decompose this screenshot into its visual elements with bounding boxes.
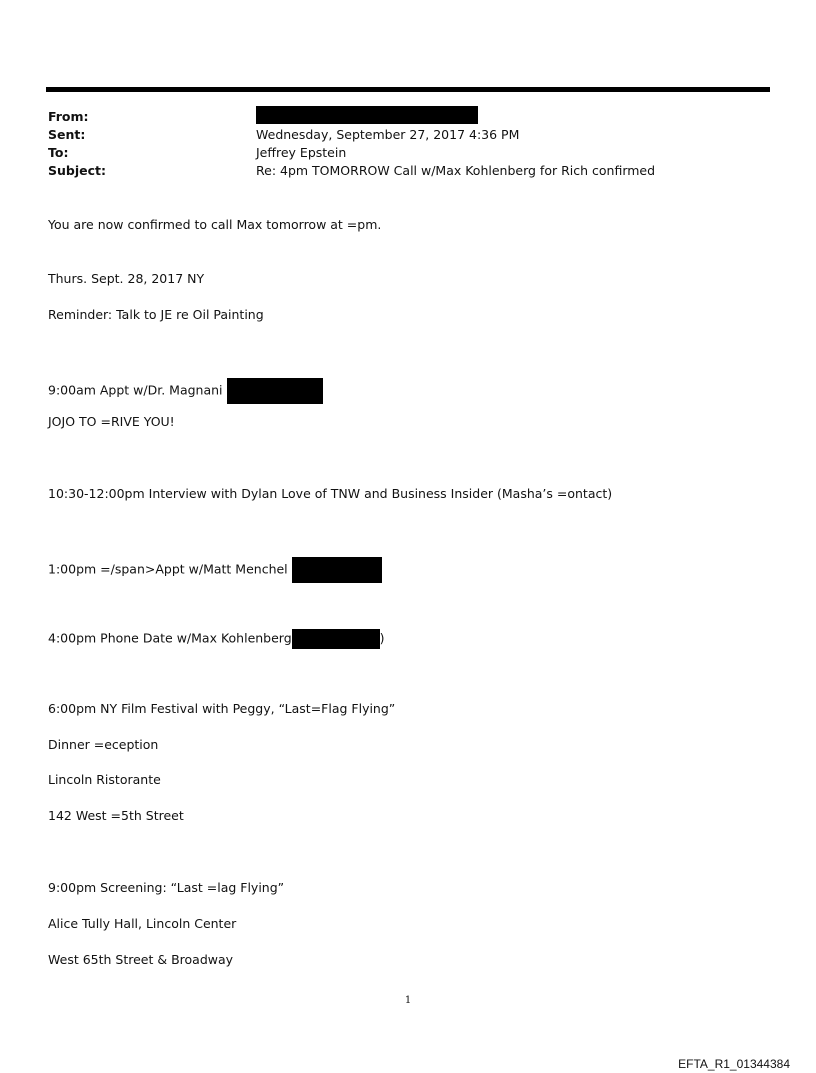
sent-value: Wednesday, September 27, 2017 4:36 PM bbox=[256, 127, 520, 142]
screening-line: 9:00pm Screening: “Last =lag Flying” bbox=[48, 880, 285, 895]
header-rule bbox=[46, 87, 770, 92]
from-redaction bbox=[256, 106, 478, 124]
confirmation-line: You are now confirmed to call Max tomorrow at =pm. bbox=[48, 217, 382, 232]
menchel-redaction bbox=[292, 557, 382, 583]
magnani-redaction bbox=[227, 378, 323, 404]
appt-magnani-line bbox=[48, 378, 323, 404]
appt-menchel-line bbox=[48, 557, 382, 583]
phone-date-redaction bbox=[292, 629, 380, 649]
bates-number: EFTA_R1_01344384 bbox=[678, 1057, 790, 1071]
sent-label: Sent: bbox=[48, 127, 86, 142]
page-number: 1 bbox=[404, 995, 412, 1006]
venue-line: Alice Tully Hall, Lincoln Center bbox=[48, 916, 237, 931]
interview-line: 10:30-12:00pm Interview with Dylan Love of TNW and Business Insider (Masha’s =ontact) bbox=[48, 486, 613, 501]
phone-date-line bbox=[48, 629, 385, 649]
film-festival-line: 6:00pm NY Film Festival with Peggy, “Last=Flag Flying” bbox=[48, 701, 396, 716]
appt-menchel-text: 1:00pm =/span>Appt w/Matt Menchel bbox=[48, 561, 288, 577]
date-line: Thurs. Sept. 28, 2017 NY bbox=[48, 271, 205, 286]
subject-value: Re: 4pm TOMORROW Call w/Max Kohlenberg for Rich confirmed bbox=[256, 163, 656, 178]
jojo-line: JOJO TO =RIVE YOU! bbox=[48, 414, 175, 429]
to-value: Jeffrey Epstein bbox=[256, 145, 347, 160]
phone-date-text: 4:00pm Phone Date w/Max Kohlenberg bbox=[48, 630, 292, 646]
reminder-line: Reminder: Talk to JE re Oil Painting bbox=[48, 307, 264, 322]
subject-label: Subject: bbox=[48, 163, 106, 178]
dinner-line: Dinner =eception bbox=[48, 737, 159, 752]
restaurant-line: Lincoln Ristorante bbox=[48, 772, 161, 787]
appt-magnani-text: 9:00am Appt w/Dr. Magnani bbox=[48, 382, 223, 398]
to-label: To: bbox=[48, 145, 69, 160]
address-line: 142 West =5th Street bbox=[48, 808, 184, 823]
from-label: From: bbox=[48, 109, 89, 124]
phone-date-tail: ) bbox=[379, 630, 385, 646]
venue-address-line: West 65th Street & Broadway bbox=[48, 952, 234, 967]
